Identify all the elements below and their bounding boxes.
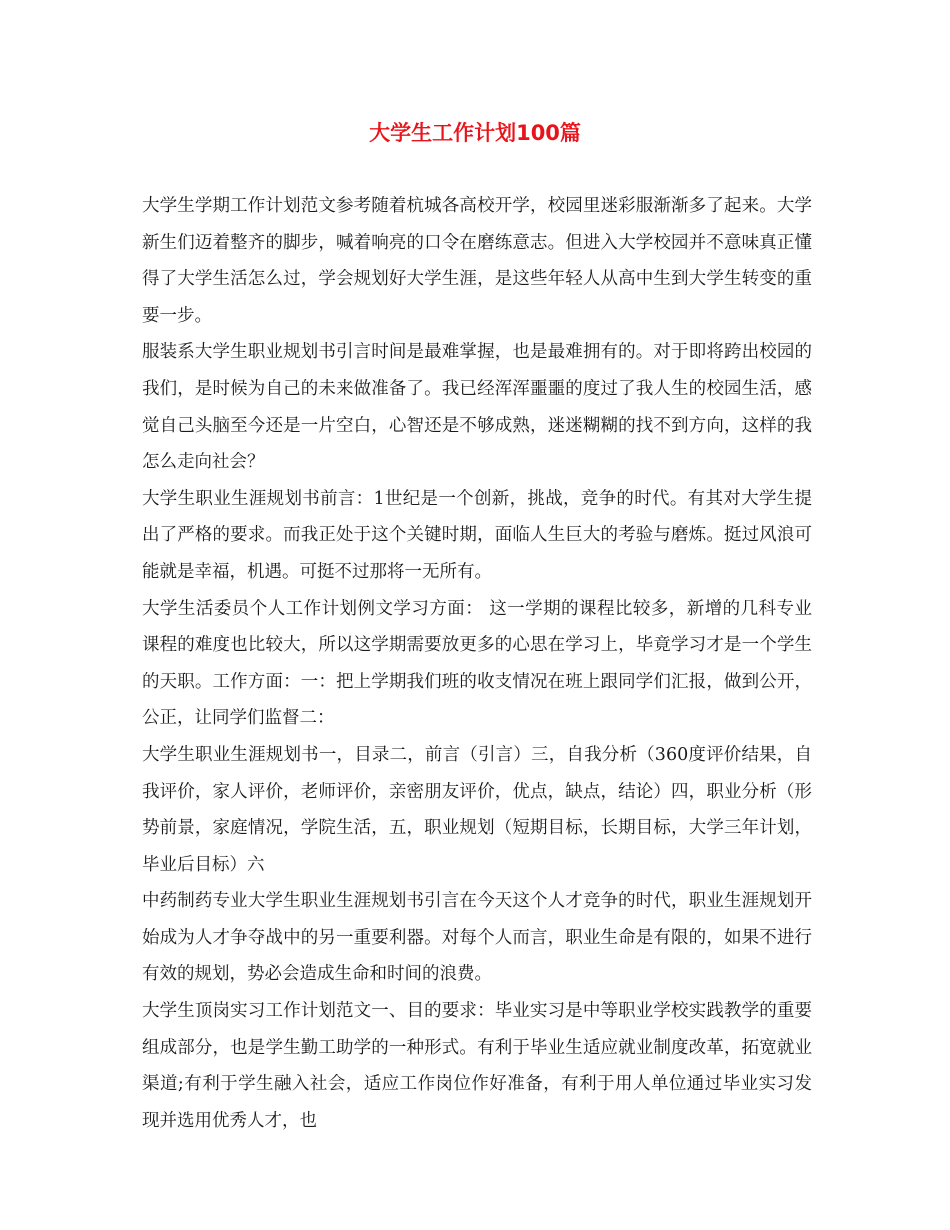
paragraph: 大学生职业生涯规划书前言：1世纪是一个创新，挑战，竞争的时代。有其对大学生提出了严格的要求。而我正处于这个关键时期，面临人生巨大的考验与磨炼。挺过风浪可能就是幸福，机遇。可挺不过那将一无所有。	[142, 488, 812, 582]
document-body	[142, 188, 812, 1139]
paragraph: 大学生学期工作计划范文参考随着杭城各高校开学，校园里迷彩服渐渐多了起来。大学新生们迈着整齐的脚步，喊着响亮的口令在磨练意志。但进入大学校园并不意味真正懂得了大学生活怎么过，学会规划好大学生涯，是这些年轻人从高中生到大学生转变的重要一步。	[142, 196, 812, 326]
paragraph: 大学生顶岗实习工作计划范文一、目的要求：毕业实习是中等职业学校实践教学的重要组成部分，也是学生勤工助学的一种形式。有利于毕业生适应就业制度改革，拓宽就业渠道;有利于学生融入社会，适应工作岗位作好准备，有利于用人单位通过毕业实习发现并选用优秀人才，也	[142, 1001, 812, 1131]
paragraph: 中药制药专业大学生职业生涯规划书引言在今天这个人才竞争的时代，职业生涯规划开始成为人才争夺战中的另一重要利器。对每个人而言，职业生命是有限的，如果不进行有效的规划，势必会造成生命和时间的浪费。	[142, 891, 812, 985]
paragraph: 服装系大学生职业规划书引言时间是最难掌握，也是最难拥有的。对于即将跨出校园的我们，是时候为自己的未来做准备了。我已经浑浑噩噩的度过了我人生的校园生活，感觉自己头脑至今还是一片空白，心智还是不够成熟，迷迷糊糊的找不到方向，这样的我怎么走向社会？	[142, 342, 812, 473]
paragraph: 大学生职业生涯规划书一，目录二，前言（引言）三，自我分析（360度评价结果，自我评价，家人评价，老师评价，亲密朋友评价，优点，缺点，结论）四，职业分析（形势前景，家庭情况，学院生活，五，职业规划（短期目标，长期目标，大学三年计划，毕业后目标）六	[142, 744, 812, 875]
paragraph: 大学生活委员个人工作计划例文学习方面： 这一学期的课程比较多，新增的几科专业课程的难度也比较大，所以这学期需要放更多的心思在学习上，毕竟学习才是一个学生的天职。工作方面：一：把上学期我们班的收支情况在班上跟同学们汇报，做到公开，公正，让同学们监督二：	[142, 598, 812, 729]
document-title: 大学生工作计划100篇	[369, 121, 581, 145]
